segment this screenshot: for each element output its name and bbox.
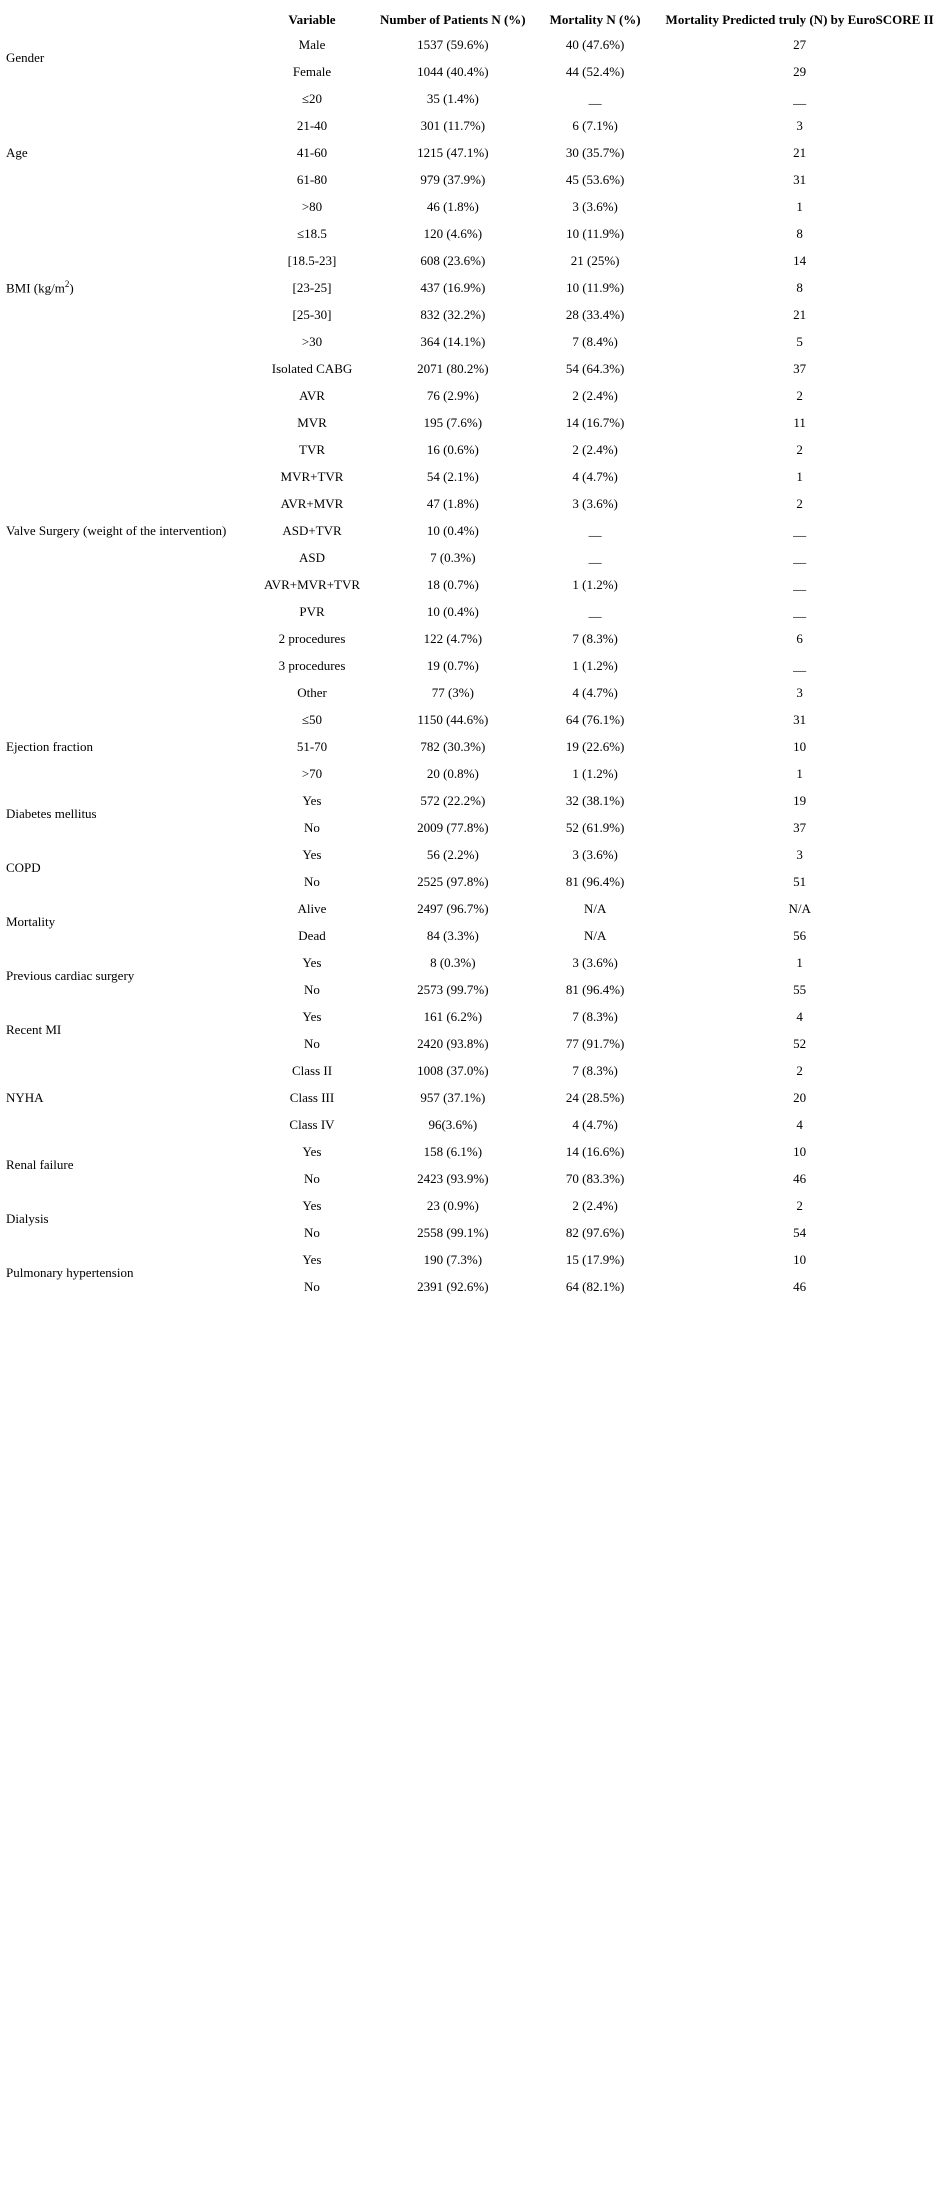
cell-variable: No xyxy=(304,819,320,835)
cell-variable: Dead xyxy=(298,927,326,943)
table-row xyxy=(6,31,935,58)
cell-variable: No xyxy=(304,1170,320,1186)
cell-variable: Alive xyxy=(297,900,327,916)
cell-mortality: 4 (4.7%) xyxy=(572,1116,618,1132)
cell-variable: Yes xyxy=(302,1251,322,1267)
cell-euroscore: 2 xyxy=(796,495,803,511)
header-patients: Number of Patients N (%) xyxy=(380,11,526,27)
cell-patients: 2573 (99.7%) xyxy=(417,981,489,997)
cell-euroscore: 6 xyxy=(796,630,803,646)
cell-euroscore: 20 xyxy=(793,1089,807,1105)
cell-patients: 158 (6.1%) xyxy=(423,1143,483,1159)
cell-variable: 61-80 xyxy=(296,171,328,187)
cell-variable: ASD xyxy=(298,549,325,565)
cell-mortality: 70 (83.3%) xyxy=(565,1170,625,1186)
cell-mortality: __ xyxy=(588,549,602,565)
group-label xyxy=(6,1138,244,1192)
cell-patients: 84 (3.3%) xyxy=(426,927,479,943)
cell-variable: AVR xyxy=(299,387,325,403)
cell-euroscore: 11 xyxy=(793,414,806,430)
group-label-text: Pulmonary hypertension xyxy=(6,1265,134,1280)
cell-mortality: 2 (2.4%) xyxy=(572,441,618,457)
cell-variable: Yes xyxy=(302,1143,322,1159)
cell-patients: 56 (2.2%) xyxy=(426,846,479,862)
cell-euroscore: 10 xyxy=(793,1143,807,1159)
cell-variable: MVR+TVR xyxy=(280,468,344,484)
group-label-suffix: ) xyxy=(69,280,74,296)
cell-variable: Male xyxy=(298,36,326,52)
cell-mortality: 82 (97.6%) xyxy=(565,1224,625,1240)
cell-euroscore: 31 xyxy=(793,711,807,727)
group-label-text: Previous cardiac surgery xyxy=(6,968,135,983)
cell-patients: 96(3.6%) xyxy=(428,1116,478,1132)
cell-patients: 957 (37.1%) xyxy=(420,1089,486,1105)
cell-patients: 608 (23.6%) xyxy=(420,252,486,268)
cell-patients: 2009 (77.8%) xyxy=(417,819,489,835)
group-label xyxy=(6,895,244,949)
cell-mortality: 64 (82.1%) xyxy=(565,1278,625,1294)
cell-mortality: 24 (28.5%) xyxy=(565,1089,625,1105)
cell-variable: Yes xyxy=(302,792,322,808)
cell-euroscore: 2 xyxy=(796,441,803,457)
table-row xyxy=(6,841,935,868)
cell-variable: No xyxy=(304,1224,320,1240)
cell-mortality: 54 (64.3%) xyxy=(565,360,625,376)
cell-mortality: 10 (11.9%) xyxy=(566,225,625,241)
table-row xyxy=(6,220,935,247)
cell-patients: 572 (22.2%) xyxy=(420,792,486,808)
cell-mortality: 45 (53.6%) xyxy=(565,171,625,187)
cell-mortality: __ xyxy=(588,603,602,619)
table-row xyxy=(6,895,935,922)
cell-mortality: 14 (16.7%) xyxy=(565,414,625,430)
cell-variable: [23-25] xyxy=(292,279,332,295)
table-row xyxy=(6,1192,935,1219)
cell-mortality: 1 (1.2%) xyxy=(572,576,618,592)
cell-mortality: 3 (3.6%) xyxy=(572,846,618,862)
cell-euroscore: 52 xyxy=(793,1035,807,1051)
cell-variable: [18.5-23] xyxy=(287,252,337,268)
cell-variable: No xyxy=(304,1278,320,1294)
cell-mortality: 4 (4.7%) xyxy=(572,684,618,700)
cell-variable: >70 xyxy=(301,765,323,781)
table-row xyxy=(6,706,935,733)
cell-euroscore: __ xyxy=(793,522,807,538)
cell-euroscore: 2 xyxy=(796,1062,803,1078)
group-label xyxy=(6,841,244,895)
cell-euroscore: 27 xyxy=(793,36,807,52)
cell-mortality: 4 (4.7%) xyxy=(572,468,618,484)
cell-mortality: 40 (47.6%) xyxy=(565,36,625,52)
cell-mortality: 7 (8.4%) xyxy=(572,333,618,349)
table-row xyxy=(6,949,935,976)
cell-variable: Yes xyxy=(302,954,322,970)
table-row xyxy=(6,355,935,382)
cell-euroscore: 29 xyxy=(793,63,807,79)
group-label-text: Valve Surgery (weight of the intervention) xyxy=(6,522,227,538)
cell-euroscore: 1 xyxy=(796,198,803,214)
cell-patients: 2525 (97.8%) xyxy=(417,873,489,889)
cell-euroscore: 8 xyxy=(796,225,803,241)
group-label-text: BMI (kg/m xyxy=(6,280,65,296)
cell-euroscore: 5 xyxy=(796,333,803,349)
cell-euroscore: 3 xyxy=(796,117,803,133)
cell-euroscore: 10 xyxy=(793,738,807,754)
cell-mortality: 3 (3.6%) xyxy=(572,954,618,970)
cell-euroscore: 1 xyxy=(796,468,803,484)
cell-patients: 16 (0.6%) xyxy=(426,441,479,457)
cell-euroscore: __ xyxy=(793,90,807,106)
cell-euroscore: 37 xyxy=(793,819,807,835)
table-row xyxy=(6,1246,935,1273)
cell-patients: 364 (14.1%) xyxy=(420,333,486,349)
cell-euroscore: 55 xyxy=(793,981,807,997)
cell-patients: 1044 (40.4%) xyxy=(417,63,489,79)
cell-variable: AVR+MVR xyxy=(280,495,344,511)
cell-patients: 46 (1.8%) xyxy=(426,198,479,214)
cell-variable: Class II xyxy=(291,1062,333,1078)
cell-patients: 120 (4.6%) xyxy=(423,225,483,241)
cell-patients: 7 (0.3%) xyxy=(430,549,476,565)
cell-euroscore: 46 xyxy=(793,1278,807,1294)
cell-variable: Class IV xyxy=(289,1116,335,1132)
cell-euroscore: 1 xyxy=(796,954,803,970)
cell-euroscore: __ xyxy=(793,603,807,619)
group-label xyxy=(6,220,244,355)
cell-euroscore: 3 xyxy=(796,846,803,862)
cell-patients: 23 (0.9%) xyxy=(426,1197,479,1213)
table-row xyxy=(6,787,935,814)
cell-patients: 782 (30.3%) xyxy=(420,738,486,754)
cell-mortality: N/A xyxy=(583,900,607,916)
cell-patients: 47 (1.8%) xyxy=(426,495,479,511)
cell-patients: 1537 (59.6%) xyxy=(417,36,489,52)
cell-patients: 76 (2.9%) xyxy=(426,387,479,403)
cell-euroscore: __ xyxy=(793,657,807,673)
cell-mortality: 15 (17.9%) xyxy=(565,1251,625,1267)
cell-variable: No xyxy=(304,981,320,997)
patient-characteristics-table xyxy=(6,8,935,1300)
cell-mortality: 1 (1.2%) xyxy=(572,657,618,673)
cell-variable: 51-70 xyxy=(296,738,328,754)
cell-patients: 20 (0.8%) xyxy=(426,765,479,781)
cell-patients: 19 (0.7%) xyxy=(426,657,479,673)
cell-variable: 2 procedures xyxy=(278,630,346,646)
header-variable: Variable xyxy=(288,11,336,27)
cell-variable: ≤18.5 xyxy=(297,225,327,241)
cell-euroscore: 2 xyxy=(796,1197,803,1213)
cell-mortality: 52 (61.9%) xyxy=(565,819,625,835)
cell-euroscore: 14 xyxy=(793,252,807,268)
cell-patients: 1215 (47.1%) xyxy=(417,144,489,160)
cell-mortality: __ xyxy=(588,90,602,106)
cell-mortality: 21 (25%) xyxy=(570,252,620,268)
cell-variable: Class III xyxy=(289,1089,335,1105)
cell-patients: 2420 (93.8%) xyxy=(417,1035,489,1051)
cell-variable: ASD+TVR xyxy=(282,522,342,538)
cell-mortality: 64 (76.1%) xyxy=(565,711,625,727)
cell-variable: Female xyxy=(292,63,332,79)
cell-patients: 2558 (99.1%) xyxy=(417,1224,489,1240)
cell-euroscore: N/A xyxy=(788,900,811,916)
cell-variable: TVR xyxy=(299,441,325,457)
cell-patients: 2391 (92.6%) xyxy=(417,1278,489,1294)
group-label-text: Dialysis xyxy=(6,1211,49,1226)
header-mortality: Mortality N (%) xyxy=(549,11,641,27)
group-label xyxy=(6,706,244,787)
cell-patients: 979 (37.9%) xyxy=(420,171,486,187)
group-label-text: Recent MI xyxy=(6,1022,62,1037)
cell-patients: 77 (3%) xyxy=(431,684,474,700)
cell-mortality: 44 (52.4%) xyxy=(565,63,625,79)
group-label-text: COPD xyxy=(6,860,41,875)
cell-patients: 2497 (96.7%) xyxy=(417,900,489,916)
group-label xyxy=(6,1246,244,1300)
cell-patients: 2423 (93.9%) xyxy=(417,1170,489,1186)
cell-mortality: 81 (96.4%) xyxy=(565,873,625,889)
group-label-text: Mortality xyxy=(6,914,56,929)
cell-variable: MVR xyxy=(297,414,327,430)
group-label xyxy=(6,85,244,220)
cell-patients: 10 (0.4%) xyxy=(426,522,479,538)
cell-patients: 1008 (37.0%) xyxy=(417,1062,489,1078)
cell-patients: 161 (6.2%) xyxy=(423,1008,483,1024)
cell-euroscore: 10 xyxy=(793,1251,807,1267)
cell-variable: >30 xyxy=(301,333,323,349)
cell-euroscore: 21 xyxy=(793,306,807,322)
cell-variable: ≤20 xyxy=(301,90,323,106)
group-label xyxy=(6,1192,244,1246)
cell-variable: Isolated CABG xyxy=(271,360,353,376)
cell-mortality: 3 (3.6%) xyxy=(572,198,618,214)
cell-mortality: N/A xyxy=(583,927,607,943)
cell-variable: Other xyxy=(297,684,327,700)
cell-variable: 21-40 xyxy=(296,117,328,133)
cell-patients: 301 (11.7%) xyxy=(420,117,486,133)
group-label xyxy=(6,949,244,1003)
cell-mortality: 7 (8.3%) xyxy=(572,1008,618,1024)
cell-mortality: 10 (11.9%) xyxy=(566,279,625,295)
cell-variable: 41-60 xyxy=(296,144,328,160)
table-body xyxy=(6,31,935,1300)
cell-variable: PVR xyxy=(299,603,325,619)
cell-euroscore: 8 xyxy=(796,279,803,295)
cell-mortality: 3 (3.6%) xyxy=(572,495,618,511)
cell-variable: Yes xyxy=(302,1008,322,1024)
cell-patients: 832 (32.2%) xyxy=(420,306,486,322)
cell-patients: 18 (0.7%) xyxy=(426,576,479,592)
group-label xyxy=(6,1003,244,1057)
cell-euroscore: __ xyxy=(793,576,807,592)
cell-patients: 437 (16.9%) xyxy=(420,279,486,295)
cell-mortality: 14 (16.6%) xyxy=(565,1143,625,1159)
group-label xyxy=(6,787,244,841)
header-euroscore: Mortality Predicted truly (N) by EuroSCORE II xyxy=(665,11,934,27)
cell-mortality: 32 (38.1%) xyxy=(565,792,625,808)
cell-mortality: 19 (22.6%) xyxy=(565,738,625,754)
cell-variable: >80 xyxy=(301,198,323,214)
cell-euroscore: 51 xyxy=(793,873,807,889)
cell-euroscore: 2 xyxy=(796,387,803,403)
cell-patients: 10 (0.4%) xyxy=(426,603,479,619)
cell-variable: 3 procedures xyxy=(278,657,346,673)
group-label xyxy=(6,31,244,85)
cell-mortality: 6 (7.1%) xyxy=(572,117,618,133)
cell-mortality: 81 (96.4%) xyxy=(565,981,625,997)
cell-mortality: 28 (33.4%) xyxy=(565,306,625,322)
cell-mortality: 7 (8.3%) xyxy=(572,630,618,646)
table-header xyxy=(6,8,935,31)
cell-euroscore: 37 xyxy=(793,360,807,376)
header-group xyxy=(6,8,244,31)
cell-mortality: 77 (91.7%) xyxy=(565,1035,625,1051)
cell-euroscore: 4 xyxy=(796,1008,803,1024)
header-row xyxy=(6,8,935,31)
cell-patients: 122 (4.7%) xyxy=(423,630,483,646)
cell-variable: ≤50 xyxy=(301,711,323,727)
group-label-superscript: 2 xyxy=(64,278,70,289)
group-label-text: Diabetes mellitus xyxy=(6,806,97,821)
group-label-text: NYHA xyxy=(6,1089,44,1105)
cell-euroscore: 4 xyxy=(796,1116,803,1132)
cell-euroscore: 56 xyxy=(793,927,807,943)
cell-euroscore: 19 xyxy=(793,792,807,808)
cell-patients: 190 (7.3%) xyxy=(423,1251,483,1267)
cell-mortality: 30 (35.7%) xyxy=(565,144,625,160)
cell-patients: 195 (7.6%) xyxy=(423,414,483,430)
cell-patients: 2071 (80.2%) xyxy=(417,360,489,376)
group-label-text: Renal failure xyxy=(6,1157,74,1172)
table-row xyxy=(6,1138,935,1165)
cell-variable: [25-30] xyxy=(292,306,332,322)
cell-mortality: 7 (8.3%) xyxy=(572,1062,618,1078)
group-label-text: Age xyxy=(6,144,28,160)
table-row xyxy=(6,1057,935,1084)
cell-patients: 54 (2.1%) xyxy=(426,468,479,484)
cell-euroscore: 46 xyxy=(793,1170,807,1186)
cell-euroscore: 54 xyxy=(793,1224,807,1240)
group-label xyxy=(6,1057,244,1138)
table-row xyxy=(6,85,935,112)
cell-variable: Yes xyxy=(302,1197,322,1213)
table-row xyxy=(6,1003,935,1030)
group-label-text: Gender xyxy=(6,50,45,65)
cell-variable: No xyxy=(304,873,320,889)
cell-euroscore: __ xyxy=(793,549,807,565)
cell-variable: AVR+MVR+TVR xyxy=(263,576,361,592)
cell-mortality: 1 (1.2%) xyxy=(572,765,618,781)
cell-mortality: 2 (2.4%) xyxy=(572,387,618,403)
cell-patients: 35 (1.4%) xyxy=(426,90,479,106)
cell-euroscore: 3 xyxy=(796,684,803,700)
cell-mortality: 2 (2.4%) xyxy=(572,1197,618,1213)
cell-mortality: __ xyxy=(588,522,602,538)
cell-patients: 8 (0.3%) xyxy=(430,954,476,970)
cell-variable: No xyxy=(304,1035,320,1051)
group-label-text: Ejection fraction xyxy=(6,738,93,754)
cell-variable: Yes xyxy=(302,846,322,862)
cell-euroscore: 21 xyxy=(793,144,807,160)
cell-euroscore: 31 xyxy=(793,171,807,187)
cell-euroscore: 1 xyxy=(796,765,803,781)
cell-patients: 1150 (44.6%) xyxy=(417,711,489,727)
group-label xyxy=(6,355,244,706)
